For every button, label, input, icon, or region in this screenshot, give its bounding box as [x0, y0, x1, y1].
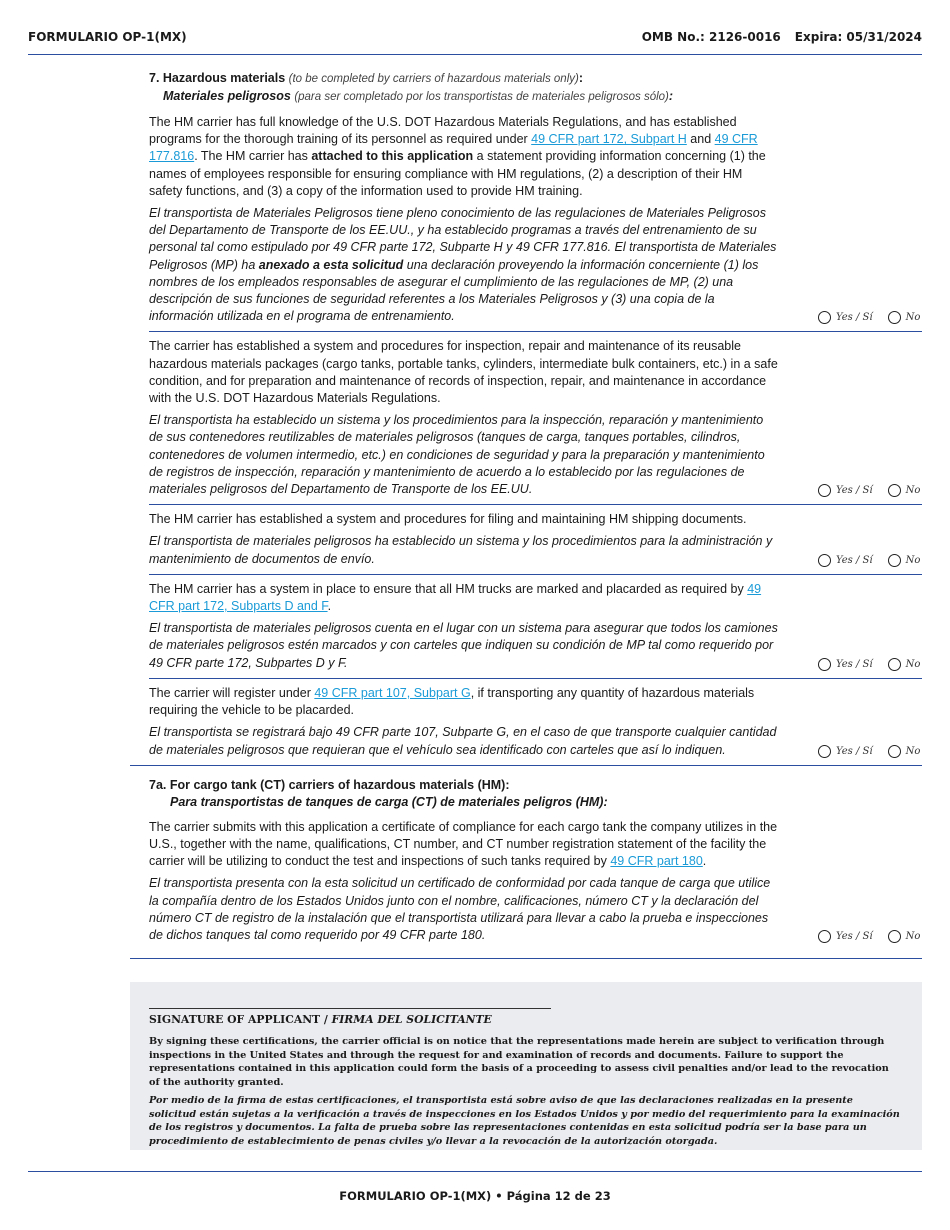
yes-radio[interactable]: Yes / Sí [818, 745, 873, 758]
radio-circle-icon[interactable] [888, 745, 901, 758]
radio-circle-icon[interactable] [818, 484, 831, 497]
yes-radio[interactable]: Yes / Sí [818, 484, 873, 497]
yes-no-group [818, 484, 922, 497]
section-7-note: (to be completed by carriers of hazardous materials only) [288, 73, 579, 85]
yes-radio[interactable]: Yes / Sí [818, 311, 873, 324]
radio-circle-icon[interactable] [888, 311, 901, 324]
question-text-es: El transportista de materiales peligrosos cuenta en el lugar con un sistema para asegurar que todos los camiones de materiales peligrosos estén marcados y con carteles que indiquen su condición de MP tal como requerido por 49 CFR parte 172, Subpartes D y F. [149, 621, 778, 670]
yes-no-group [818, 930, 922, 943]
radio-circle-icon[interactable] [818, 311, 831, 324]
certification-text-en: By signing these certifications, the carrier official is on notice that the representations made herein are subject to verification through inspections in the United States and through the request for and examination of records and documents. Failure to support the representations contained in this application could form the basis of a proceeding to assess civil penalties and/or lead to the revocation of the authority granted. [149, 1036, 889, 1089]
form-content [130, 70, 922, 959]
no-radio[interactable]: No [888, 930, 921, 943]
yes-radio[interactable]: Yes / Sí [818, 658, 873, 671]
section-divider [130, 958, 922, 959]
hm-question-2 [149, 332, 922, 505]
question-text-en: The carrier submits with this application a certificate of compliance for each cargo tank the company utilizes in the U.S., together with the name, qualifications, CT number, and CT number registration statement of the facility the carrier will be utilizing to conduct the test and inspections of such tanks required by 49 CFR part 180. [149, 819, 778, 869]
hm-question-1 [149, 110, 922, 332]
radio-circle-icon[interactable] [818, 658, 831, 671]
radio-circle-icon[interactable] [888, 658, 901, 671]
question-text-en: The carrier has established a system and procedures for inspection, repair and maintenance of its reusable hazardous materials packages (cargo tanks, portable tanks, cylinders, intermediate bulk containers, etc.) in a safe condition, and for preparation and maintenance of records of inspection, repair, and maintenance in accordance with the U.S. DOT Hazardous Materials Regulations. [149, 339, 778, 406]
cfr-172-subparts-d-f-link[interactable]: 49 CFR part 172, Subparts D and F [149, 581, 762, 614]
ct-question [149, 815, 922, 950]
page-footer: FORMULARIO OP-1(MX) • Página 12 de 23 [339, 1189, 611, 1203]
signature-certification-text [149, 1035, 901, 1153]
question-text-en: The HM carrier has a system in place to ensure that all HM trucks are marked and placarded as required by 49 CFR part 172, Subparts D and F. [149, 581, 762, 614]
cfr-180-link[interactable]: 49 CFR part 180 [610, 854, 703, 869]
signature-section [130, 982, 922, 1150]
yes-radio[interactable]: Yes / Sí [818, 930, 873, 943]
yes-no-group [818, 745, 922, 758]
cfr-107-subpart-g-link[interactable]: 49 CFR part 107, Subpart G [314, 685, 471, 700]
no-radio[interactable]: No [888, 658, 921, 671]
section-7a-title: 7a. For cargo tank (CT) carriers of hazardous materials (HM): [149, 777, 510, 792]
signature-label: SIGNATURE OF APPLICANT / FIRMA DEL SOLICITANTE [149, 1013, 492, 1026]
cfr-172-subpart-h-link[interactable]: 49 CFR part 172, Subpart H [531, 132, 687, 147]
hm-question-5 [149, 679, 922, 765]
hm-question-3 [149, 505, 922, 575]
radio-circle-icon[interactable] [818, 930, 831, 943]
no-radio[interactable]: No [888, 554, 921, 567]
page-header [28, 30, 922, 55]
radio-circle-icon[interactable] [888, 554, 901, 567]
question-text-es: El transportista presenta con la esta solicitud un certificado de conformidad por cada tanque de carga que utilice la compañía dentro de los Estados Unidos junto con el nombre, calificaciones, número CT y la declaración del número CT de registro de la instalación que el transportista utilizará para llevar a cabo la prueba e inspecciones de dichos tanques tal como requerido por 49 CFR parte 180. [149, 876, 771, 942]
yes-radio[interactable]: Yes / Sí [818, 554, 873, 567]
cfr-177-816-link[interactable]: 49 CFR 177.816 [149, 132, 758, 164]
section-7-title: 7. Hazardous materials [149, 71, 286, 85]
radio-circle-icon[interactable] [818, 745, 831, 758]
hm-question-4 [149, 575, 922, 679]
no-radio[interactable]: No [888, 484, 921, 497]
omb-number: OMB No.: 2126-0016 [641, 30, 781, 44]
form-name: FORMULARIO OP-1(MX) [28, 30, 187, 44]
expiration-date: Expira: 05/31/2024 [794, 30, 922, 44]
section-7a-title-es: Para transportistas de tanques de carga (CT) de materiales peligros (HM): [170, 794, 608, 809]
question-text-es: El transportista de Materiales Peligrosos tiene pleno conocimiento de las regulaciones de Materiales Peligrosos del Departamento de Transporte de los EE.UU., y ha establecido programas a través del entrenamiento de su personal tal como estipulado por 49 CFR parte 172, Subparte H y 49 CFR 177.816. El transportista de Materiales Peligrosos (MP) ha anexado a esta solicitud una declaración proveyendo la información concerniente (1) los nombres de los empleados responsables de asegurar el cumplimiento de las regulaciones de MP, (2) una descripción de sus funciones de seguridad referentes a los Materiales Peligrosos y (3) una copia de la información utilizada en el programa de entrenamiento. [149, 206, 777, 324]
footer-divider [28, 1171, 922, 1172]
certification-text-es: Por medio de la firma de estas certificaciones, el transportista está sobre aviso de que las declaraciones realizadas en la presente solicitud están sujetas a la verificación a través de inspecciones en los Estados Unidos y por medio del requerimiento para la examinación de los registros y documentos. La falta de prueba sobre las representaciones contenidas en esta solicitud podría ser la base para un procedimiento de establecimiento de penas civiles y/o llevar a la revocación de la autorización otorgada. [149, 1094, 900, 1147]
signature-line[interactable] [149, 1008, 551, 1009]
radio-circle-icon[interactable] [818, 554, 831, 567]
section-7a-heading [130, 777, 922, 811]
radio-circle-icon[interactable] [888, 930, 901, 943]
question-text-en: The HM carrier has established a system and procedures for filing and maintaining HM shipping documents. [149, 512, 747, 527]
section-7-title-es: Materiales peligrosos [163, 89, 291, 103]
section-7-heading: 7. Hazardous materials (to be completed by carriers of hazardous materials only): Materiales peligrosos (para ser completado por los transportistas de materiales peligrosos sólo): [149, 71, 674, 103]
yes-no-group [818, 554, 922, 567]
omb-info [642, 30, 922, 44]
question-text-en: The carrier will register under 49 CFR part 107, Subpart G, if transporting any quantity of hazardous materials requiring the vehicle to be placarded. [149, 685, 755, 718]
no-radio[interactable]: No [888, 311, 921, 324]
question-text-es: El transportista de materiales peligrosos ha establecido un sistema y los procedimientos para la administración y mantenimiento de documentos de envío. [149, 534, 773, 566]
no-radio[interactable]: No [888, 745, 921, 758]
radio-circle-icon[interactable] [888, 484, 901, 497]
question-text-es: El transportista ha establecido un sistema y los procedimientos para la inspección, reparación y mantenimiento de sus contenedores reutilizables de materiales peligrosos (tanques de carga, tanques portables, cilindros, contenedores de volumen intermedio, etc.) en condiciones de seguridad y para la preparación y mantenimiento de registros de inspección, reparación y mantenimiento de acuerdo a lo establecido por las regulaciones de materiales peligrosos del Departamento de Transporte de los EE.UU. [149, 413, 765, 497]
question-text-en: The HM carrier has full knowledge of the U.S. DOT Hazardous Materials Regulations, and has established programs for the thorough training of its personnel as required under 49 CFR part 172, Subpart H and 49 CFR 177.816. The HM carrier has attached to this application a statement providing information concerning (1) the names of employees responsible for ensuring compliance with HM regulations, (2) a description of their HM safety functions, and (3) a copy of the information used to provide HM training. [149, 115, 766, 198]
section-7-note-es: (para ser completado por los transportistas de materiales peligrosos sólo) [294, 91, 669, 103]
section-divider [130, 765, 922, 766]
question-text-es: El transportista se registrará bajo 49 CFR parte 107, Subparte G, en el caso de que transporte cualquier cantidad de materiales peligrosos que requieran que el vehículo sea identificado con carteles que así lo indiquen. [149, 725, 777, 757]
yes-no-group [818, 311, 922, 324]
yes-no-group [818, 658, 922, 671]
